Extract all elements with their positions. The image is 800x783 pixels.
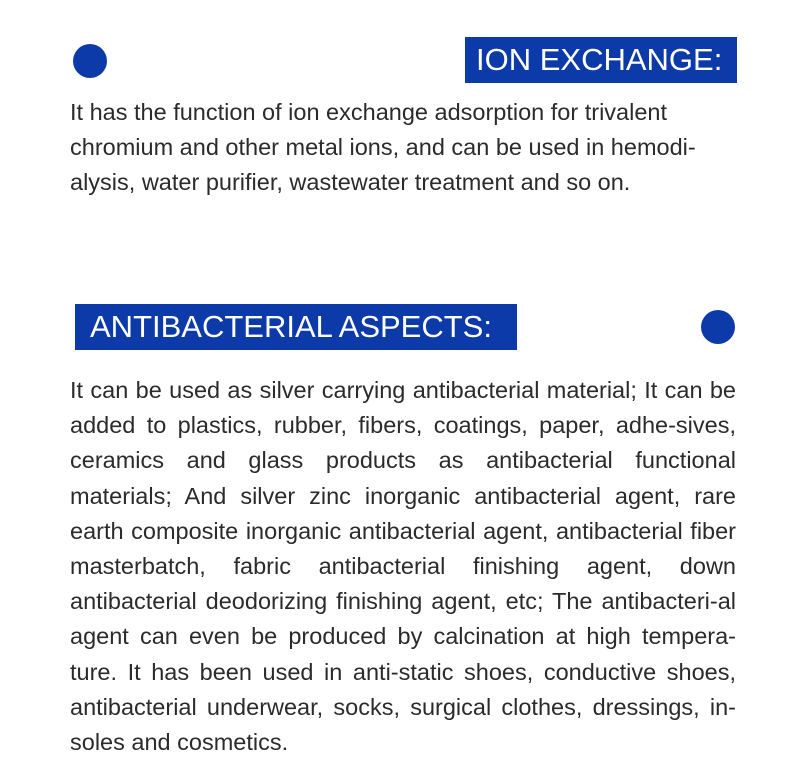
bullet-dot-icon [73,44,107,78]
section-heading-label: ION EXCHANGE: [476,42,723,77]
section-heading-label: ANTIBACTERIAL ASPECTS: [90,309,492,344]
section-heading-antibacterial [75,304,517,350]
section-body-antibacterial: It can be used as silver carrying antibacterial material; It can be added to plastics, rubber, fibers, coatings, paper, adhe-sives, ceramics and glass products as antibacterial functional materials; And silver zinc inorganic antibacterial agent, rare earth composite inorganic antibacterial agent, antibacterial fiber masterbatch, fabric antibacterial finishing agent, down antibacterial deodorizing finishing agent, etc; The antibacteri-al agent can even be produced by calcination at high tempera-ture. It has been used in anti-static shoes, conductive shoes, antibacterial underwear, socks, surgical clothes, dressings, in-soles and cosmetics. [70,377,736,756]
section-heading-ion-exchange [465,37,737,83]
bullet-dot-icon [701,310,735,344]
section-body-ion-exchange: It has the function of ion exchange adsorption for trivalent chromium and other metal ions, and can be used in hemodi-alysis, water purifier, wastewater treatment and so on. [70,99,696,196]
